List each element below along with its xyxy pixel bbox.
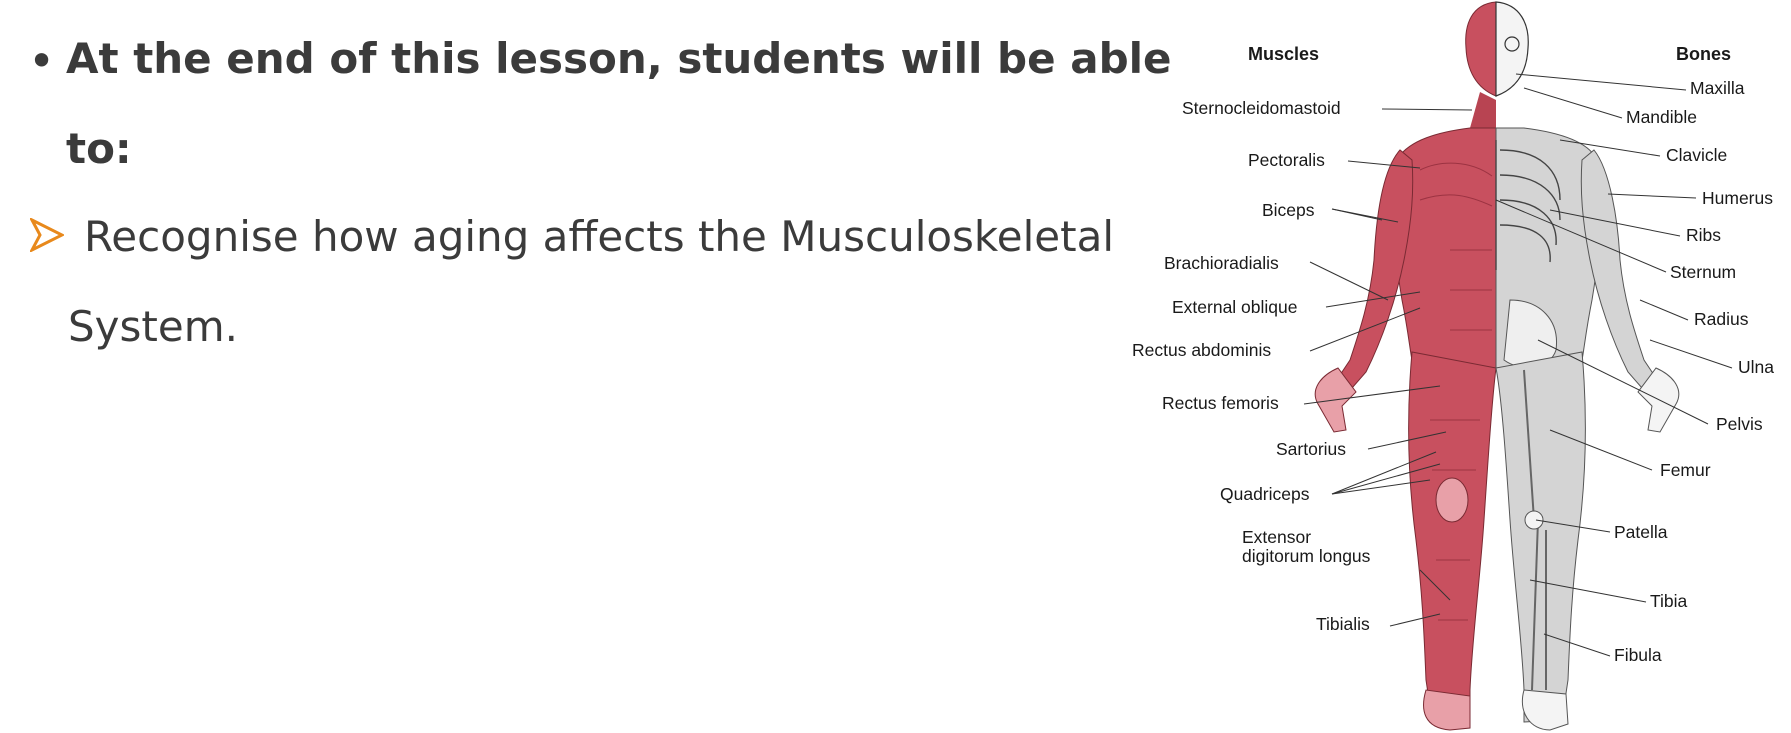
musculoskeletal-diagram <box>1120 0 1791 733</box>
label-ulna: Ulna <box>1738 357 1774 377</box>
label-biceps: Biceps <box>1262 200 1315 220</box>
label-sartorius: Sartorius <box>1276 439 1347 459</box>
objective-item-line-2: System. <box>68 302 238 351</box>
label-rectus-abdominis: Rectus abdominis <box>1132 340 1272 360</box>
label-maxilla: Maxilla <box>1690 78 1745 98</box>
label-brachioradialis: Brachioradialis <box>1164 253 1279 273</box>
label-femur: Femur <box>1660 460 1711 480</box>
objective-intro-line-1: At the end of this lesson, students will be able <box>66 34 1172 83</box>
label-digitorum-longus: digitorum longus <box>1242 546 1371 566</box>
label-fibula: Fibula <box>1614 645 1662 665</box>
label-tibialis: Tibialis <box>1316 614 1370 634</box>
label-ribs: Ribs <box>1686 225 1722 245</box>
round-bullet-icon: • <box>28 34 56 88</box>
bones-header: Bones <box>1676 44 1732 64</box>
label-extensor: Extensor <box>1242 527 1312 547</box>
objective-intro-line-2: to: <box>66 124 132 173</box>
label-sternum: Sternum <box>1670 262 1737 282</box>
label-radius: Radius <box>1694 309 1749 329</box>
label-pectoralis: Pectoralis <box>1248 150 1325 170</box>
label-mandible: Mandible <box>1626 107 1698 127</box>
anatomy-figure-svg <box>1120 0 1791 733</box>
label-external-oblique: External oblique <box>1172 297 1298 317</box>
label-humerus: Humerus <box>1702 188 1773 208</box>
label-clavicle: Clavicle <box>1666 145 1728 165</box>
label-tibia: Tibia <box>1650 591 1688 611</box>
label-quadriceps: Quadriceps <box>1220 484 1310 504</box>
label-pelvis: Pelvis <box>1716 414 1763 434</box>
objective-item-line-1: Recognise how aging affects the Musculoskeletal <box>84 212 1114 261</box>
label-patella: Patella <box>1614 522 1668 542</box>
label-sternocleidomastoid: Sternocleidomastoid <box>1182 98 1341 118</box>
arrow-bullet-icon <box>30 218 64 252</box>
label-rectus-femoris: Rectus femoris <box>1162 393 1279 413</box>
muscles-header: Muscles <box>1248 44 1320 64</box>
